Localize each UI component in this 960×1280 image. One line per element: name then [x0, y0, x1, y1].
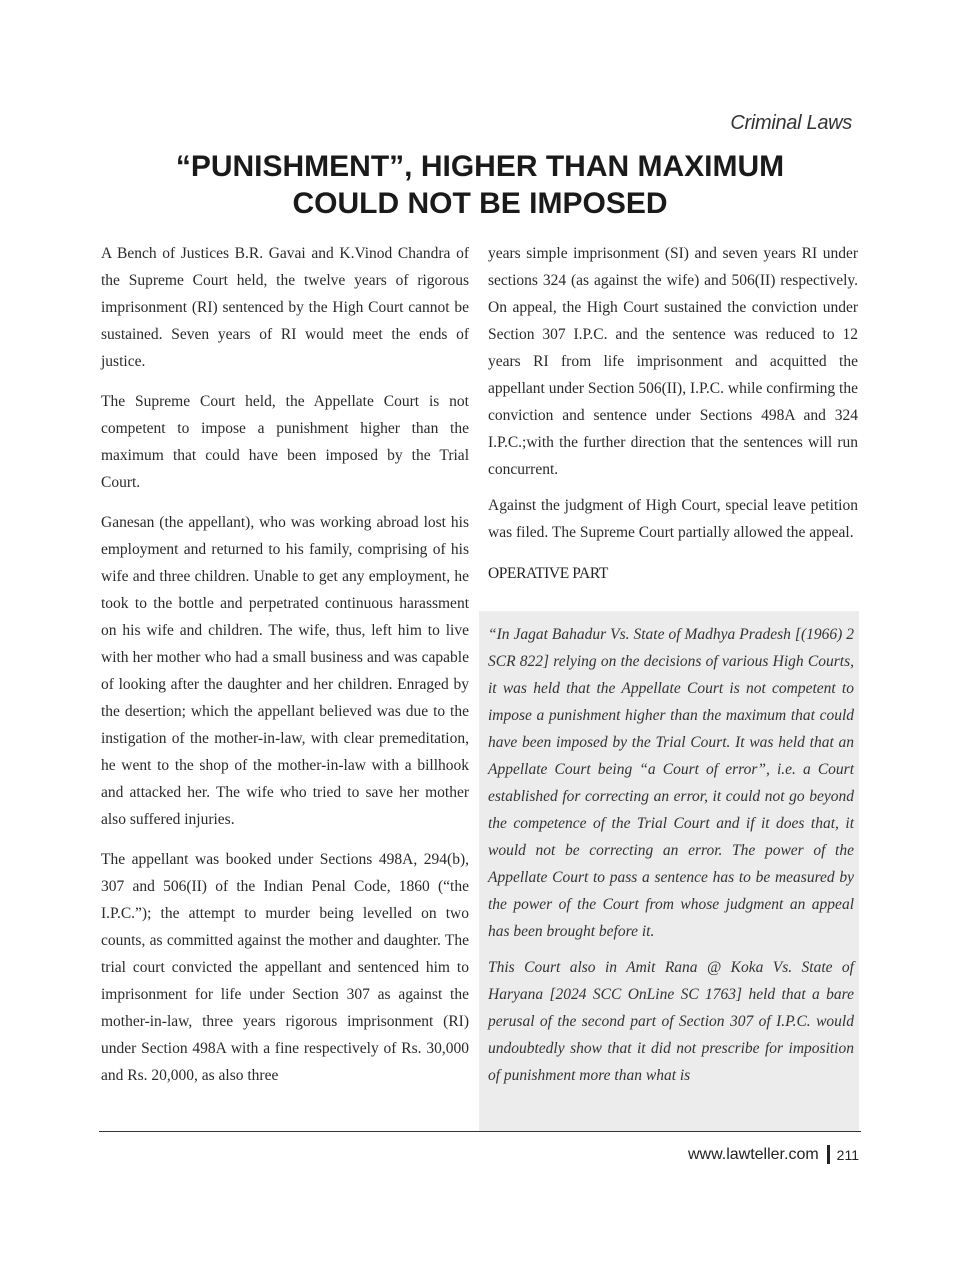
quote-paragraph: “In Jagat Bahadur Vs. State of Madhya Pradesh [(1966) 2 SCR 822] relying on the decisions of various High Courts, it was held that the Appellate Court is not competent to impose a punishment higher than the maximum that could have been imposed by the Trial Court. It was held that an Appellate Court being “a Court of error”, i.e. a Court established for correcting an error, it could not go beyond the competence of the Trial Court and if it does that, it would not be correcting an error. The power of the Appellate Court to pass a sentence has to be measured by the power of the Court from whose judgment an appeal has been brought before it.: [488, 626, 854, 940]
page-footer: [688, 1145, 859, 1164]
body-paragraph: The Supreme Court held, the Appellate Court is not competent to impose a punishment higher than the maximum that could have been imposed by the Trial Court.: [101, 393, 469, 491]
website-link[interactable]: www.lawteller.com: [687, 1145, 819, 1163]
page-number: 211: [836, 1146, 859, 1163]
title-line-1: “PUNISHMENT”, HIGHER THAN MAXIMUM: [175, 150, 785, 183]
footer-separator: [827, 1145, 830, 1164]
operative-part-heading: OPERATIVE PART: [488, 565, 608, 582]
body-paragraph: Against the judgment of High Court, special leave petition was filed. The Supreme Court partially allowed the appeal.: [488, 497, 858, 541]
body-paragraph: The appellant was booked under Sections 498A, 294(b), 307 and 506(II) of the Indian Penal Code, 1860 (“the I.P.C.”); the attempt to murder being levelled on two counts, as committed against the mother and daughter. The trial court convicted the appellant and sentenced him to imprisonment for life under Section 307 as against the mother-in-law, three years rigorous imprisonment (RI) under Section 498A with a fine respectively of Rs. 30,000 and Rs. 20,000, as also three: [101, 851, 469, 1084]
body-paragraph: A Bench of Justices B.R. Gavai and K.Vinod Chandra of the Supreme Court held, the twelve years of rigorous imprisonment (RI) sentenced by the High Court cannot be sustained. Seven years of RI would meet the ends of justice.: [101, 245, 469, 370]
body-paragraph: years simple imprisonment (SI) and seven years RI under sections 324 (as against the wife) and 506(II) respectively. On appeal, the High Court sustained the conviction under Section 307 I.P.C. and the sentence was reduced to 12 years RI from life imprisonment and acquitted the appellant under Section 506(II), I.P.C. while confirming the conviction and sentence under Sections 498A and 324 I.P.C.;with the further direction that the sentences will run concurrent.: [488, 245, 858, 478]
quote-paragraph: This Court also in Amit Rana @ Koka Vs. State of Haryana [2024 SCC OnLine SC 1763] held that a bare perusal of the second part of Section 307 of I.P.C. would undoubtedly show that it did not prescribe for imposition of punishment more than what is: [488, 959, 854, 1084]
body-paragraph: Ganesan (the appellant), who was working abroad lost his employment and returned to his family, comprising of his wife and three children. Unable to get any employment, he took to the bottle and perpetrated continuous harassment on his wife and children. The wife, thus, left him to live with her mother who had a small business and was capable of looking after the daughter and her children. Enraged by the desertion; which the appellant believed was due to the instigation of the mother-in-law, with clear premeditation, he went to the shop of the mother-in-law with a billhook and attacked her. The wife who tried to save her mother also suffered injuries.: [101, 514, 469, 828]
right-column: [488, 240, 858, 592]
footer-rule: [99, 1131, 861, 1132]
left-column: [101, 240, 469, 1102]
title-line-2: COULD NOT BE IMPOSED: [292, 187, 668, 220]
section-label: Criminal Laws: [730, 112, 852, 134]
page-title: [100, 148, 860, 222]
operative-part-quote: [488, 621, 854, 1098]
